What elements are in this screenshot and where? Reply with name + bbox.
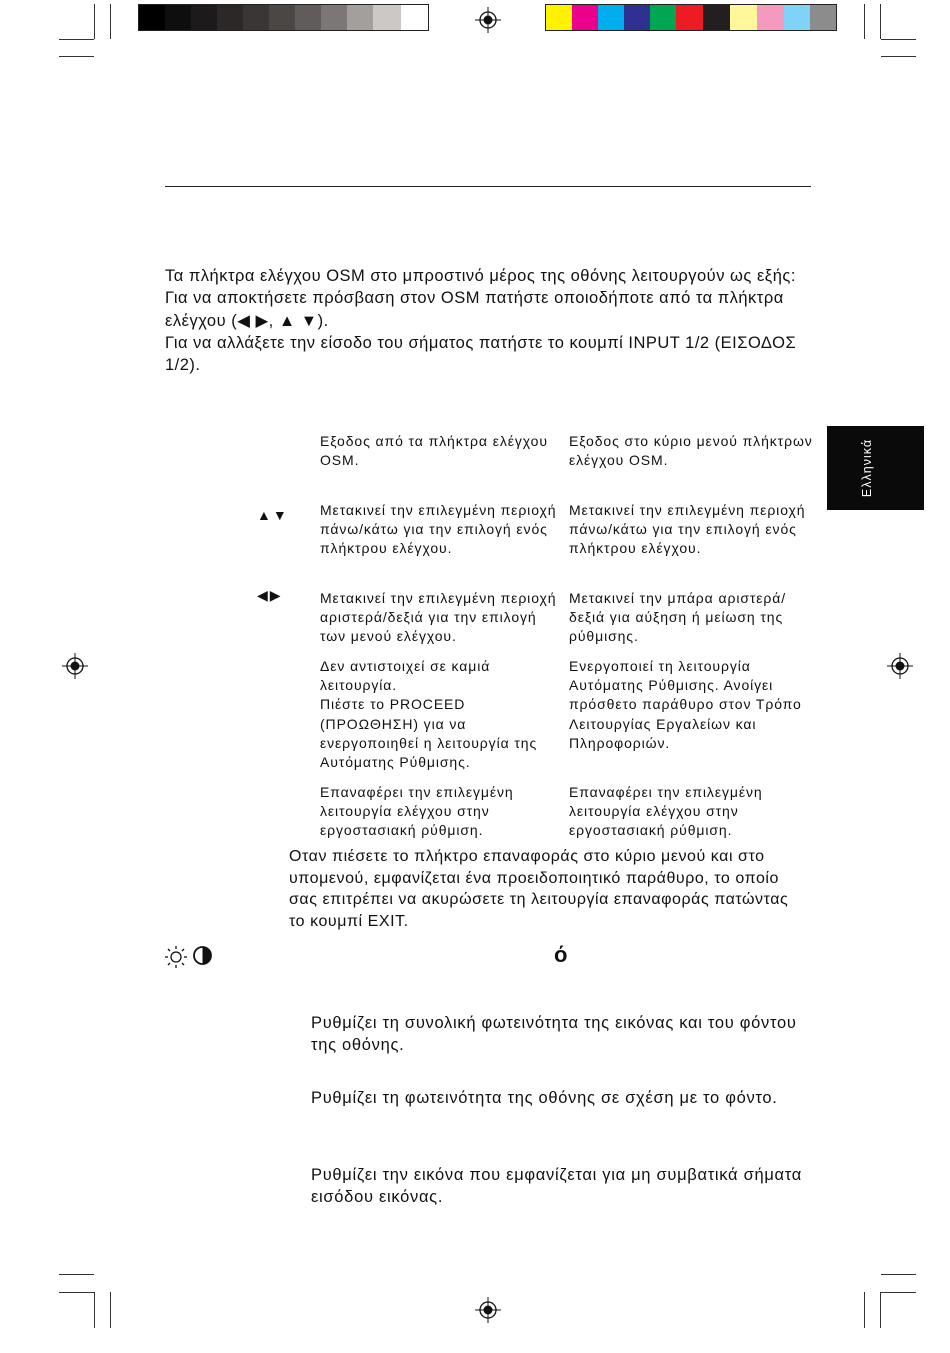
header-rule xyxy=(165,186,811,187)
gray-swatch xyxy=(321,5,347,30)
table-cell: Ενεργοποιεί τη λειτουργία Αυτόματης Ρύθμισης. Ανοίγει πρόσθετο παράθυρο στον Τρόπο Λειτουργίας Εργαλείων και Πληροφοριών. xyxy=(569,658,802,751)
color-swatch xyxy=(676,5,703,30)
registration-target-icon xyxy=(475,1297,501,1323)
intro-paragraph: Για να αποκτήσετε πρόσβαση στον OSM πατήστε οποιοδήποτε από τα πλήκτρα ελέγχου (◀ ▶, ▲ ▼). xyxy=(165,289,784,330)
crop-mark xyxy=(59,1292,94,1293)
gray-swatch xyxy=(217,5,243,30)
registration-target-icon xyxy=(475,7,501,33)
color-swatch xyxy=(546,5,572,30)
crop-mark xyxy=(94,4,95,39)
gray-swatch xyxy=(295,5,321,30)
gray-swatch xyxy=(269,5,295,30)
crop-mark xyxy=(94,1292,95,1328)
color-swatch xyxy=(810,5,836,30)
video-level-description: Ρυθμίζει την εικόνα που εμφανίζεται για μη συμβατικά σήματα εισόδου εικόνας. xyxy=(311,1166,802,1206)
table-cell: Μετακινεί την επιλεγμένη περιοχή πάνω/κάτω για την επιλογή ενός πλήκτρου ελέγχου. xyxy=(569,502,806,557)
intro-paragraph: Τα πλήκτρα ελέγχου OSM στο μπροστινό μέρος της οθόνης λειτουργούν ως εξής: xyxy=(165,267,796,285)
reset-note: Οταν πιέσετε το πλήκτρο επαναφοράς στο κύριο μενού και στο υπομενού, εμφανίζεται ένα προειδοποιητικό παράθυρο, το οποίο σας επιτρέπει να ακυρώσετε τη λειτουργία επαναφοράς πατώντας το κουμπί EXIT. xyxy=(289,848,789,930)
gray-swatch xyxy=(373,5,401,30)
table-cell: Εξοδος από τα πλήκτρα ελέγχου OSM. xyxy=(320,433,548,469)
table-cell: Μετακινεί την μπάρα αριστερά/δεξιά για αύξηση ή μείωση της ρύθμισης. xyxy=(569,590,787,645)
contrast-description: Ρυθμίζει τη φωτεινότητα της οθόνης σε σχέση με το φόντο. xyxy=(311,1089,778,1107)
gray-swatch xyxy=(165,5,191,30)
crop-mark xyxy=(59,56,94,57)
up-down-arrows-icon: ▲▼ xyxy=(257,507,289,523)
color-swatch xyxy=(757,5,784,30)
intro-text xyxy=(165,265,815,376)
table-cell: Εξοδος στο κύριο μενού πλήκτρων ελέγχου OSM. xyxy=(569,433,813,469)
registration-target-icon xyxy=(62,653,88,679)
gray-swatch xyxy=(401,5,428,30)
table-cell: Μετακινεί την επιλεγμένη περιοχή πάνω/κάτω για την επιλογή ενός πλήκτρου ελέγχου. xyxy=(320,502,557,557)
table-cell: Επαναφέρει την επιλεγμένη λειτουργία ελέγχου στην εργοστασιακή ρύθμιση. xyxy=(569,784,763,839)
crop-mark xyxy=(110,4,111,39)
crop-mark xyxy=(59,1274,94,1275)
table-cell: Δεν αντιστοιχεί σε καμιά λειτουργία. Πιέστε το PROCEED (ΠΡΟΩΘΗΣΗ) για να ενεργοποιηθεί η λειτουργία της Αυτόματης Ρύθμισης. xyxy=(320,658,538,771)
color-swatch xyxy=(784,5,810,30)
crop-mark xyxy=(881,56,916,57)
color-swatch xyxy=(624,5,650,30)
color-swatch xyxy=(650,5,676,30)
crop-mark xyxy=(881,1292,916,1293)
gray-swatch xyxy=(347,5,373,30)
color-swatch xyxy=(730,5,757,30)
crop-mark xyxy=(881,39,916,40)
color-swatch xyxy=(572,5,598,30)
crop-mark xyxy=(880,4,881,39)
gray-swatch xyxy=(243,5,269,30)
crop-mark xyxy=(881,1274,916,1275)
gray-swatch xyxy=(191,5,217,30)
table-cell: Μετακινεί την επιλεγμένη περιοχή αριστερά/δεξιά για την επιλογή των μενού ελέγχου. xyxy=(320,590,557,645)
color-swatch xyxy=(598,5,624,30)
registration-target-icon xyxy=(887,653,913,679)
crop-mark xyxy=(864,4,865,39)
language-tab-label: Ελληνικά xyxy=(860,438,874,498)
gray-swatch xyxy=(139,5,165,30)
crop-mark xyxy=(59,39,94,40)
section-glyph: ό xyxy=(554,942,568,967)
intro-paragraph: Για να αλλάξετε την είσοδο του σήματος πατήστε το κουμπί INPUT 1/2 (ΕΙΣΟΔΟΣ 1/2). xyxy=(165,333,797,375)
brightness-icon xyxy=(164,945,188,969)
crop-mark xyxy=(864,1292,865,1328)
color-swatch xyxy=(703,5,730,30)
crop-mark xyxy=(880,1292,881,1328)
table-cell: Επαναφέρει την επιλεγμένη λειτουργία ελέγχου στην εργοστασιακή ρύθμιση. xyxy=(320,784,514,839)
left-right-arrows-icon: ◀▶ xyxy=(257,587,283,603)
contrast-icon xyxy=(192,945,213,966)
brightness-description: Ρυθμίζει τη συνολική φωτεινότητα της εικόνας και του φόντου της οθόνης. xyxy=(311,1014,797,1054)
language-tab xyxy=(827,426,924,510)
crop-mark xyxy=(110,1292,111,1328)
